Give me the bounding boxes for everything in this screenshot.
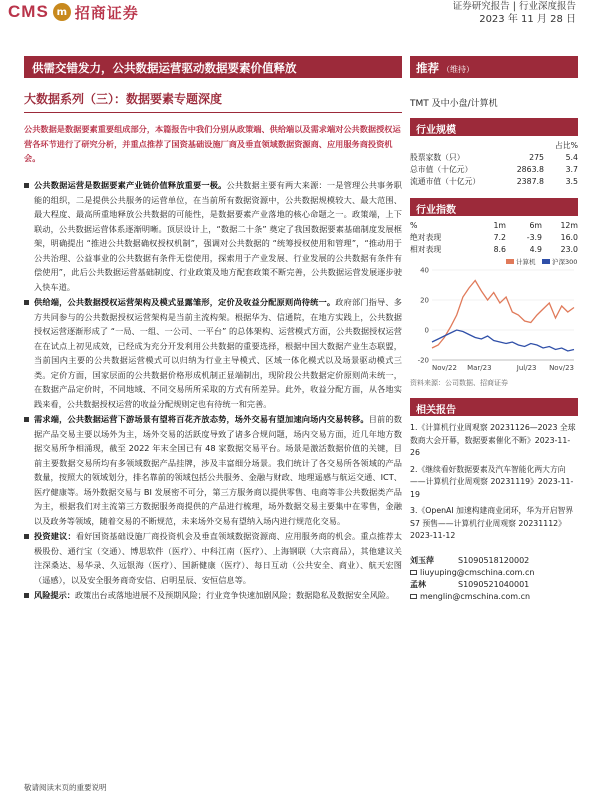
page-header bbox=[0, 0, 600, 30]
paragraph bbox=[24, 588, 402, 603]
paragraph-text: 看好国资基础设施厂商投资机会及垂直领域数据资源商、应用服务商的机会。重点推荐太极股份、通行宝（交通）、博思软件（医疗）、中科江南（医疗）、上海钢联（大宗商品），其他建议关注深桑达、易华录、久远银海（医疗）、国新健康（医疗）、每日互动（公共安全、商业）、航天宏图（遥感），以及安全服务商奇安信、启明星辰、安恒信息等。 bbox=[34, 531, 402, 585]
paragraph-lead: 投资建议： bbox=[34, 531, 76, 541]
paragraph-lead: 风险提示： bbox=[34, 590, 75, 600]
related-heading: 相关报告 bbox=[410, 398, 578, 416]
logo-text-cn: 招商证券 bbox=[74, 3, 139, 22]
scale-value: 275 bbox=[529, 153, 544, 162]
scale-row bbox=[410, 176, 578, 188]
paragraph bbox=[24, 529, 402, 587]
pct-col-label: 占比% bbox=[554, 141, 578, 150]
index-label: 绝对表现 bbox=[410, 233, 442, 242]
scale-col-header bbox=[410, 140, 578, 152]
cms-logo bbox=[8, 2, 139, 22]
rating-label: 推荐 bbox=[416, 61, 439, 75]
y-tick-label: 0 bbox=[424, 326, 429, 335]
y-tick-label: 20 bbox=[420, 296, 429, 305]
sector-label: TMT 及中小盘/计算机 bbox=[410, 99, 498, 109]
index-value: 7.2 bbox=[493, 233, 506, 242]
index-chart bbox=[410, 256, 578, 376]
main-body bbox=[24, 178, 402, 604]
logo-badge-icon: m bbox=[53, 3, 71, 21]
scale-row bbox=[410, 152, 578, 164]
legend-swatch bbox=[542, 259, 550, 264]
mail-icon bbox=[410, 570, 417, 575]
paragraph-text: 目前的数据产品交易主要以场外为主，场外交易的活跃度导致了诸多合规问题，场内交易方面，近几年地方数据交易所争相涌现，截至 2022 年末全国已有 48 家数据交易平台。场景是激活数据价值的关键，目前主要数据交易所均有多领域数据产品挂牌，涉及丰富细分场景。我们统计了各交易所各领域的产品数量，按照大的领域划分，排名靠前的领域包括公共服务、金融与财政、地理遥感与航运交通、ICT、医疗健康等。场外数据交易与 BI 发展密不可分，第三方服务商以提供零售、电商等非公共数据类产品为主，根据我们对主流第三方数据服务商提供的产品进行梳理，场外数据交易主要集中在零售，金融以及政务等领域，随着交易的不断规范，未来场外交易有望纳入场内进行规范化交易。 bbox=[34, 414, 402, 526]
analyst-id: S1090521040001 bbox=[458, 579, 530, 589]
index-row bbox=[410, 244, 578, 256]
paragraph bbox=[24, 178, 402, 294]
paragraph bbox=[24, 295, 402, 411]
paragraph-lead: 公共数据运营是数据要素产业链价值释放重要一极。 bbox=[34, 180, 227, 190]
paragraph-text: 公共数据主要有两大来源：一是管理公共事务职能的组织，二是提供公共服务的运营单位，在当前所有数据资源中，公共数据规模较大、最大范围、最大程度、最高所重地释放公共数据的可能性，是数据要素产业落地的核心命题之一。政策端，上下联动，公共数据运营体系逐渐明晰。顶层设计上，“数据二十条” 奠定了我国数据要素基础制度发展框架，明确提出 “推进公共数据确权授权机制”，强调对公共数据的 “统筹授权使用和管理”，“推动用于公共治理、公益事业的公共数据有条件无偿使用，探索用于产业发展、行业发展的公共数据有条件有偿使用”，此后公共数据运营基础制度、行业政策及地方配套政策不断完善，公共数据运营发展逐步驶入快车道。 bbox=[34, 180, 402, 292]
analyst-name: 刘玉萍 bbox=[410, 555, 434, 565]
y-tick-label: 40 bbox=[420, 266, 429, 275]
related-list bbox=[410, 422, 578, 543]
header-meta bbox=[453, 0, 576, 26]
rating-badge bbox=[410, 56, 578, 78]
index-col: 12m bbox=[560, 221, 578, 230]
paragraph-text: 政府部门指导、多方共同参与的公共数据授权运营架构是当前主流构架。根据华为、信通院，在地方实践上，公共数据授权运营逐渐形成了 “一局、一组、一公司、一平台” 的总体架构、运营模式方面，公共数据授权运营在在试点上初见成效，已经成为充分开发利用公共数据的重要选择，根据中国大数据产业生态联盟，当前国内主要的公共数据运营模式可以归纳为行业主导模式、区域一体化模式以及场景驱动模式三类。定价方面，国家层面的公共数据价格形成机制正显端制出，现阶段公共数据定价原则尚未统一，在数据产品定价时，不同地域、不同交易所所采取的方式有所差异。此外，收益分配方面，从各地实践来看，公共数据授权运营的收益分配规则定也有待统一和完善。 bbox=[34, 297, 402, 409]
index-label: 相对表现 bbox=[410, 245, 442, 254]
x-tick-label: Mar/23 bbox=[467, 364, 492, 372]
abstract: 公共数据是数据要素重要组成部分，本篇报告中我们分别从政策端、供给端以及需求端对公共数据授权运营各环节进行了研究分析，并重点推荐了国资基础设施厂商及垂直领域数据资源商、应用服务商投资机会。 bbox=[24, 124, 401, 163]
analyst-id: S1090518120002 bbox=[458, 555, 530, 565]
related-item[interactable]: 2.《继续看好数据要素及汽车智能化两大方向——计算机行业周观察 20231119》2023-11-19 bbox=[410, 464, 574, 499]
analyst-email-row bbox=[410, 567, 578, 579]
index-value: 8.6 bbox=[493, 245, 506, 254]
index-col: 1m bbox=[493, 221, 506, 230]
index-chart-svg bbox=[410, 256, 578, 376]
index-col: 6m bbox=[529, 221, 542, 230]
mail-icon bbox=[410, 594, 417, 599]
scale-label: 股票家数（只） bbox=[410, 153, 465, 162]
analyst-block bbox=[410, 555, 578, 603]
analyst-name: 孟林 bbox=[410, 579, 426, 589]
paragraph-lead: 供给端，公共数据授权运营架构及模式显露雏形，定价及收益分配原则尚待统一。 bbox=[34, 297, 336, 307]
analyst-email[interactable]: menglin@cmschina.com.cn bbox=[420, 591, 531, 601]
analyst-email[interactable]: liuyuping@cmschina.com.cn bbox=[420, 567, 535, 577]
footer-note: 敬请阅读末页的重要说明 bbox=[24, 783, 107, 792]
paragraph-text: 政策出台或落地进展不及预期风险；行业竞争快速加剧风险；数据隐私及数据安全风险。 bbox=[74, 590, 395, 600]
index-value: 23.0 bbox=[560, 245, 578, 254]
industry-index-heading: 行业指数 bbox=[410, 198, 578, 216]
report-type: 证券研究报告 | 行业深度报告 bbox=[452, 1, 576, 12]
series-line bbox=[432, 330, 574, 351]
legend-swatch bbox=[506, 259, 514, 264]
series-line bbox=[432, 281, 574, 349]
report-title: 供需交错发力，公共数据运营驱动数据要素价值释放 bbox=[24, 56, 402, 78]
scale-row bbox=[410, 164, 578, 176]
scale-value: 2863.8 bbox=[516, 165, 544, 174]
x-tick-label: Nov/23 bbox=[549, 364, 574, 372]
paragraph-lead: 需求端，公共数据运营下游场景有望将百花齐放态势，场外交易有望加速向场内交易转移。 bbox=[34, 414, 369, 424]
scale-value: 2387.8 bbox=[516, 177, 544, 186]
related-item[interactable]: 1.《计算机行业周观察 20231126—2023 全球数商大会开幕，数据要素催化不断》2023-11-26 bbox=[410, 423, 576, 457]
x-tick-label: Jul/23 bbox=[516, 364, 537, 372]
scale-label: 流通市值（十亿元） bbox=[410, 177, 481, 186]
scale-pct: 3.5 bbox=[565, 177, 578, 186]
scale-label: 总市值（十亿元） bbox=[410, 165, 473, 174]
chart-source: 资料来源：公司数据、招商证券 bbox=[410, 379, 508, 387]
report-date: 2023 年 11 月 28 日 bbox=[479, 14, 576, 25]
industry-scale-heading: 行业规模 bbox=[410, 118, 578, 136]
report-subtitle: 大数据系列（三）：数据要素专题深度 bbox=[24, 90, 402, 113]
analyst-email-row bbox=[410, 591, 578, 603]
sidebar bbox=[410, 118, 578, 603]
scale-pct: 3.7 bbox=[565, 165, 578, 174]
logo-text-en: CMS bbox=[8, 2, 49, 21]
legend-label: 沪深300 bbox=[552, 258, 578, 266]
analyst-row bbox=[410, 555, 578, 567]
y-tick-label: -20 bbox=[417, 356, 429, 365]
index-value: 16.0 bbox=[560, 233, 578, 242]
index-col: % bbox=[410, 221, 418, 230]
index-value: -3.9 bbox=[526, 233, 542, 242]
analyst-row bbox=[410, 579, 578, 591]
index-col-header bbox=[410, 220, 578, 232]
legend-label: 计算机 bbox=[516, 258, 536, 266]
index-value: 4.9 bbox=[529, 245, 542, 254]
x-tick-label: Nov/22 bbox=[432, 364, 457, 372]
related-item[interactable]: 3.《OpenAI 加速构建商业闭环，华为开启智界 S7 预售——计算机行业周观察 20231112》2023-11-12 bbox=[410, 506, 574, 540]
rating-note: （维持） bbox=[442, 65, 474, 74]
paragraph bbox=[24, 412, 402, 528]
scale-pct: 5.4 bbox=[565, 153, 578, 162]
index-row bbox=[410, 232, 578, 244]
